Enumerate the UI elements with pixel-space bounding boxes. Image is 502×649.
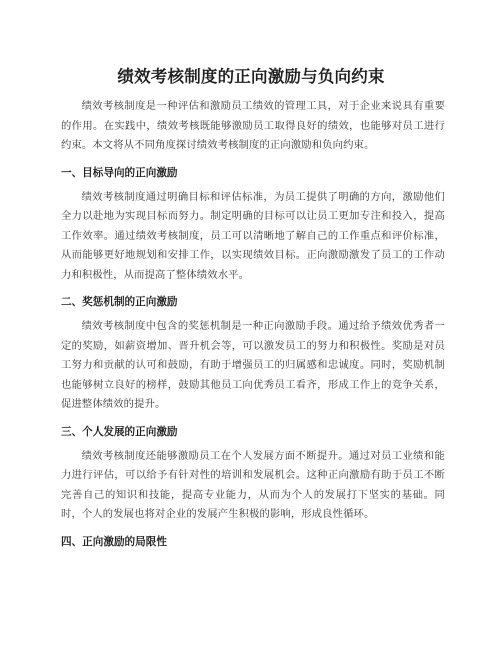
section-body-1: 绩效考核制度通过明确目标和评估标准，为员工提供了明确的方向，激励他们全力以赴地为实现目标而努力。制定明确的目标可以让员工更加专注和投入，提高工作效率。通过绩效考核制度，员工可以清晰地了解自己的工作重点和评价标准，从而能够更好地规划和安排工作，以实现绩效目标。正向激励激发了员工的工作动力和积极性，从而提高了整体绩效水平。 xyxy=(61,190,445,281)
document-title: 绩效考核制度的正向激励与负向约束 xyxy=(117,67,385,86)
section-body-2: 绩效考核制度中包含的奖惩机制是一种正向激励手段。通过给予绩效优秀者一定的奖励，如薪资增加、晋升机会等，可以激发员工的努力和积极性。奖励是对员工努力和贡献的认可和鼓励，有助于增强员工的归属感和忠诚度。同时，奖励机制也能够树立良好的榜样，鼓励其他员工向优秀员工看齐，形成工作上的竞争关系，促进整体绩效的提升。 xyxy=(61,320,445,410)
section-heading-3: 三、个人发展的正向激励 xyxy=(61,425,178,438)
section-body-3: 绩效考核制度还能够激励员工在个人发展方面不断提升。通过对员工业绩和能力进行评估，可以给予有针对性的培训和发展机会。这种正向激励有助于员工不断完善自己的知识和技能，提高专业能力，从而为个人的发展打下坚实的基础。同时，个人的发展也将对企业的发展产生积极的影响，形成良性循环。 xyxy=(61,449,445,520)
document-body xyxy=(61,97,445,557)
section-heading-1: 一、目标导向的正向激励 xyxy=(61,166,178,179)
section-heading-4: 四、正向激励的局限性 xyxy=(61,535,167,548)
section-heading-2: 二、奖惩机制的正向激励 xyxy=(61,296,178,308)
intro-paragraph: 绩效考核制度是一种评估和激励员工绩效的管理工具，对于企业来说具有重要的作用。在实践中，绩效考核既能够激励员工取得良好的绩效，也能够对员工进行约束。本文将从不同角度探讨绩效考核制度的正向激励和负向约束。 xyxy=(61,100,445,151)
